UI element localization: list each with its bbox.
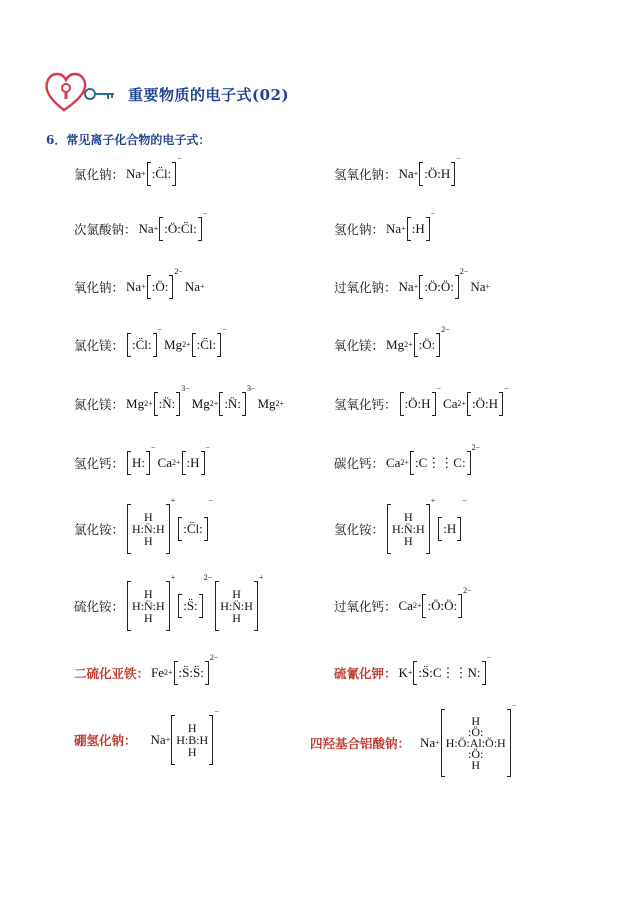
electron-formula: Na + :Ö:C̈l: − [139,218,210,240]
formula-item-naoh [334,154,463,185]
item-label: 过氧化钙： [334,599,397,614]
electron-formula: :Ö:H − Ca 2+ :Ö:H − [399,393,511,415]
formula-item-nah [334,209,437,240]
formula-item-nh4cl [74,496,215,553]
item-label: 氢氧化钙： [334,397,397,412]
electron-formula: K + :S̈:C⋮⋮N: − [399,662,494,684]
formula-item-mgcl2 [74,325,229,356]
item-label: 氮化镁： [74,397,125,412]
electron-formula: :C̈l: − Mg 2+ :C̈l: − [126,334,229,356]
item-label: 氯化镁： [74,338,125,353]
formula-item-caoh2 [334,384,511,415]
section-heading: 6．常见离子化合物的电子式： [46,133,211,147]
item-label: 氯化钠： [74,167,125,182]
electron-formula: Na + :Ö:Ö: 2− Na + [399,276,491,298]
electron-formula: H H:N̈:H H + :H − [386,505,469,553]
item-label: 氢化钙： [74,456,125,471]
formula-item-naclo [74,209,209,240]
heart-key-logo [42,66,122,116]
electron-formula: Na + :Ö:H − [399,163,463,185]
item-label: 氧化镁： [334,338,385,353]
electron-formula: Na + H :Ö: H:Ö:Al:Ö:H :Ö: H − [420,710,518,776]
formula-item-cao2 [334,586,474,617]
electron-formula: H H:N̈:H H + :S̈: 2− H H:N̈:H H + [126,582,265,630]
electron-formula: H: − Ca 2+ :H − [126,452,212,474]
item-label: 氧化钠： [74,280,125,295]
formula-item-nh42s [74,573,265,630]
electron-formula: Fe 2+ :S̈:S̈: 2− [151,662,220,684]
item-label: 碳化钙： [334,456,385,471]
item-label: 次氯酸钠： [74,222,137,237]
formula-item-nh4h [334,496,469,553]
item-label: 四羟基合铝酸钠： [310,736,411,751]
item-label: 二硫化亚铁： [74,666,150,681]
item-label: 硼氢化钠： [74,733,137,748]
electron-formula: Na + H H:B:H H − [151,716,221,764]
formula-item-mg3n2 [74,384,285,415]
formula-item-fes2 [74,653,220,684]
item-label: 氯化铵： [74,522,125,537]
electron-formula: Ca 2+ :C⋮⋮C: 2− [386,452,482,474]
electron-formula: Na + :Ö: 2− Na + [126,276,205,298]
page-title: 重要物质的电子式(02) [128,86,290,104]
item-label: 氢化钠： [334,222,385,237]
formula-item-cac2 [334,443,482,474]
formula-item-na2o2 [334,267,491,298]
electron-formula: Ca 2+ :Ö:Ö: 2− [399,595,474,617]
formula-item-naaloh4 [310,701,518,776]
item-label: 硫氰化钾： [334,666,397,681]
item-label: 硫化铵： [74,599,125,614]
formula-item-mgo [334,325,452,356]
electron-formula: Mg 2+ :N̈: 3− Mg 2+ :N̈: 3− Mg 2+ [126,393,284,415]
formula-item-cah2 [74,443,212,474]
formula-item-na2o [74,267,205,298]
electron-formula: Mg 2+ :Ö: 2− [386,334,452,356]
item-label: 氢化铵： [334,522,385,537]
electron-formula: Na + :H − [386,218,437,240]
electron-formula: Na + :C̈l: − [126,163,184,185]
electron-formula: H H:N̈:H H + :C̈l: − [126,505,215,553]
item-label: 过氧化钠： [334,280,397,295]
formula-item-nabh4 [74,707,221,764]
formula-item-kscn [334,653,493,684]
formula-item-nacl [74,154,184,185]
item-label: 氢氧化钠： [334,167,397,182]
